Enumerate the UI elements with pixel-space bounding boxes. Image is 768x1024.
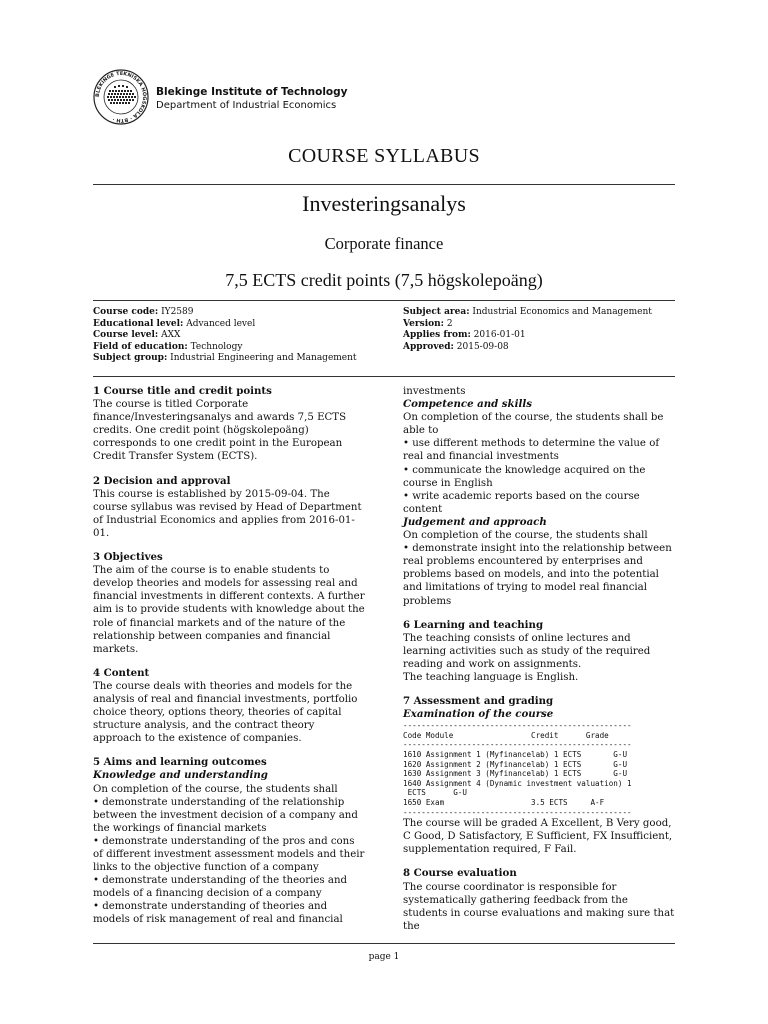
list-item: • use different methods to determine the value of real and financial investments — [403, 438, 660, 463]
competence-intro: On completion of the course, the students shall be able to — [403, 412, 664, 437]
section-5-heading: 5 Aims and learning outcomes — [93, 756, 267, 769]
document-title: COURSE SYLLABUS — [288, 145, 480, 167]
meta-approved: Approved: 2015-09-08 — [403, 341, 509, 352]
judgement-subheading: Judgement and approach — [403, 515, 547, 528]
meta-right — [403, 307, 652, 353]
credit-points: 7,5 ECTS credit points (7,5 högskolepoäng) — [225, 270, 543, 290]
institution-name: Blekinge Institute of Technology — [156, 86, 348, 98]
footer-divider — [93, 943, 675, 944]
meta-subject-group: Subject group: Industrial Engineering and Management — [93, 353, 357, 363]
meta-divider-top — [93, 300, 675, 301]
section-7-subheading: Examination of the course — [403, 708, 554, 721]
section-8-heading: 8 Course evaluation — [403, 867, 517, 880]
page-number: page 1 — [368, 952, 400, 962]
logo-ring-text: BLEKINGE TEKNISKA HÖGSKOLA · BTH · — [94, 70, 148, 124]
section-6-body: The teaching consists of online lectures and learning activities such as study of the required reading and work on assignments. — [403, 632, 651, 670]
meta-subject-area: Subject area: Industrial Economics and Management — [403, 307, 652, 317]
section-1-heading: 1 Course title and credit points — [93, 385, 272, 397]
meta-left — [93, 307, 357, 365]
list-item: • demonstrate understanding of the theories and models of a financing decision of a company — [93, 875, 348, 900]
course-name: Investeringsanalys — [302, 191, 466, 216]
section-4-body: The course deals with theories and models for the analysis of real and financial investments, portfolio choice theory, options theory, theories of capital structure analysis, and the contract theory approach to the existence of companies. — [93, 680, 358, 745]
section-5-subheading: Knowledge and understanding — [93, 769, 268, 782]
section-3-body: The aim of the course is to enable students to develop theories and models for assessing real and financial investments in different contexts. A further aim is to provide students with knowledge about the role of financial markets and of the nature of the relationship between companies and financial markets. — [93, 565, 365, 655]
section-8-body: The course coordinator is responsible for systematically gathering feedback from the students in course evaluations and making sure that the — [403, 881, 675, 932]
meta-version: Version: 2 — [403, 318, 453, 329]
section-5-intro: On completion of the course, the students shall — [93, 783, 338, 795]
meta-course-code: Course code: IY2589 — [93, 307, 194, 317]
department-name: Department of Industrial Economics — [156, 100, 337, 111]
meta-course-level: Course level: AXX — [93, 330, 181, 340]
continued-text: investments — [403, 386, 466, 397]
section-1-body: The course is titled Corporate finance/Investeringsanalys and awards 7,5 ECTS credits. One credit point (högskolepoäng) corresponds to one credit point in the European Credit Transfer System (ECTS). — [93, 399, 347, 463]
meta-field-of-education: Field of education: Technology — [93, 341, 243, 352]
list-item: • demonstrate insight into the relationship between real problems encountered by enterprises and problems based on models, and into the potential and limitations of trying to model real financial problems — [403, 543, 672, 607]
meta-applies-from: Applies from: 2016-01-01 — [403, 330, 526, 340]
competence-subheading: Competence and skills — [403, 398, 532, 411]
section-7-body: The course will be graded A Excellent, B Very good, C Good, D Satisfactory, E Sufficient, FX Insufficient, supplementation required, F Fail. — [403, 818, 673, 856]
judgement-intro: On completion of the course, the students shall — [403, 530, 648, 542]
left-column — [93, 385, 365, 938]
list-item: • write academic reports based on the course content — [403, 490, 640, 515]
course-name-english: Corporate finance — [324, 234, 444, 253]
meta-divider-bottom — [93, 376, 675, 377]
exam-table: -------------------------------------------------- Code Module Credit Grade -------------------------------------------------- 1610 Assignment 1 (Myfinancelab) 1 ECTS G-U 1620 Assignment 2 (Myfinancelab) 1 ECTS G-U 1630 Assignment 3 (Myfinancelab) 1 ECTS G-U 1640 Assignment 4 (Dynamic investment valuation) 1 ECTS G-U 1650 Exam 3.5 ECTS A-F -------------------------------------------------- — [403, 721, 632, 817]
list-item: • demonstrate understanding of theories and models of risk management of real and financial — [93, 901, 343, 926]
section-4-heading: 4 Content — [93, 666, 150, 679]
section-7-heading: 7 Assessment and grading — [403, 695, 554, 708]
title-divider — [93, 184, 675, 185]
section-6-language: The teaching language is English. — [403, 671, 579, 683]
section-2-heading: 2 Decision and approval — [93, 474, 231, 487]
section-6-heading: 6 Learning and teaching — [403, 618, 544, 631]
list-item: • demonstrate understanding of the relationship between the investment decision of a company and the workings of financial markets — [93, 796, 358, 834]
section-3-heading: 3 Objectives — [93, 551, 163, 564]
meta-educational-level: Educational level: Advanced level — [93, 318, 256, 329]
bth-logo — [92, 68, 150, 126]
list-item: • communicate the knowledge acquired on the course in English — [403, 464, 646, 489]
section-2-body: This course is established by 2015-09-04. The course syllabus was revised by Head of Department of Industrial Economics and applies from 2016-01-01. — [93, 488, 362, 539]
right-column — [403, 385, 675, 944]
list-item: • demonstrate understanding of the pros and cons of different investment assessment models and their links to the objective function of a company — [93, 835, 365, 874]
